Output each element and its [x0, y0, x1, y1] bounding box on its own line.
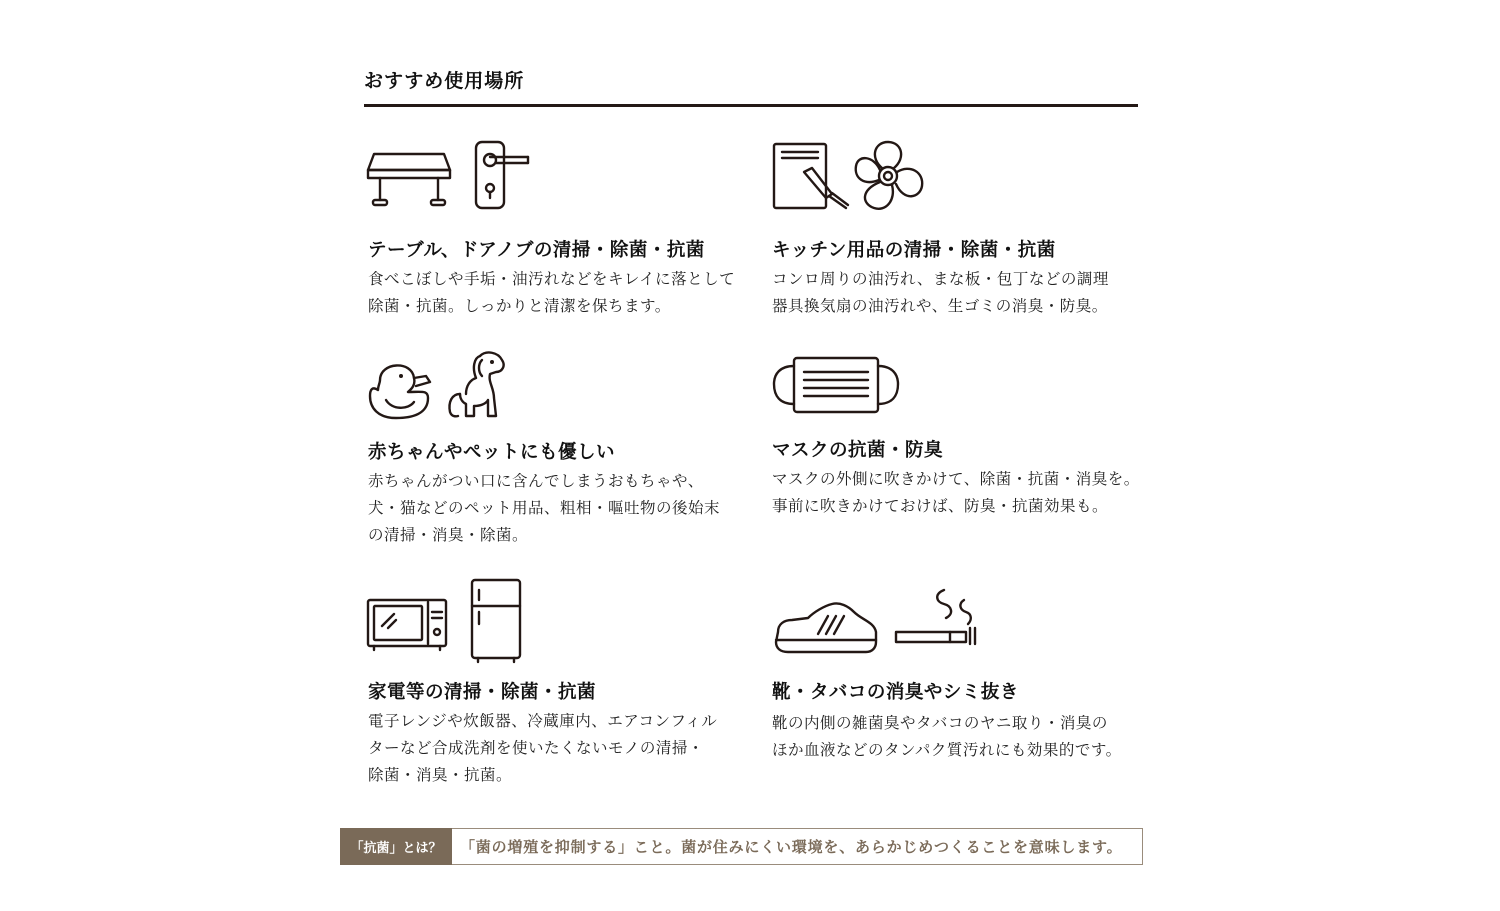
usage-card-table-door — [366, 138, 746, 328]
card-description: 靴の内側の雑菌臭やタバコのヤニ取り・消臭の ほか血液などのタンパク質汚れにも効果的です。 — [772, 714, 1122, 759]
card-description: マスクの外側に吹きかけて、除菌・抗菌・消臭を。 事前に吹きかけておけば、防臭・抗菌効果も。 — [772, 470, 1140, 515]
ventilation-fan-icon — [852, 140, 924, 212]
card-icons — [770, 138, 1150, 218]
usage-card-kitchen — [770, 138, 1150, 328]
cutting-board-knife-icon — [772, 142, 850, 212]
note-text: 「菌の増殖を抑制する」こと。菌が住みにくい環境を、あらかじめつくることを意味します。 — [452, 828, 1143, 865]
title-divider — [364, 104, 1138, 107]
refrigerator-icon — [470, 578, 524, 664]
usage-card-baby-pet — [366, 348, 746, 558]
card-title: マスクの抗菌・防臭 — [772, 440, 944, 461]
card-icons — [366, 138, 746, 218]
card-title: テーブル、ドアノブの清掃・除菌・抗菌 — [368, 240, 705, 261]
usage-card-appliances — [366, 578, 746, 793]
card-icons — [770, 578, 1150, 658]
rubber-duck-icon — [368, 356, 434, 420]
usage-card-shoes-tobacco — [770, 578, 1150, 768]
usage-card-mask — [770, 348, 1150, 528]
card-title: 赤ちゃんやペットにも優しい — [368, 442, 616, 463]
door-handle-icon — [474, 140, 532, 210]
card-title: キッチン用品の清掃・除菌・抗菌 — [772, 240, 1056, 261]
card-description: コンロ周りの油汚れ、まな板・包丁などの調理 器具換気扇の油汚れや、生ゴミの消臭・防臭。 — [772, 270, 1109, 315]
note-label: 「抗菌」とは？ — [340, 828, 452, 865]
sneaker-icon — [774, 602, 880, 654]
section-title: おすすめ使用場所 — [364, 70, 525, 92]
card-icons — [366, 348, 746, 428]
table-icon — [366, 150, 452, 208]
card-icons — [770, 348, 1150, 428]
card-icons — [366, 578, 746, 658]
antibacterial-definition-note — [340, 828, 1143, 865]
card-title: 家電等の清掃・除菌・抗菌 — [368, 682, 597, 703]
face-mask-icon — [772, 356, 900, 414]
card-description: 赤ちゃんがつい口に含んでしまうおもちゃや、 犬・猫などのペット用品、粗相・嘔吐物の後始末 の清掃・消臭・除菌。 — [368, 472, 721, 544]
cigarette-icon — [894, 588, 978, 648]
dog-icon — [444, 350, 506, 420]
card-description: 食べこぼしや手垢・油汚れなどをキレイに落として 除菌・抗菌。しっかりと清潔を保ちます。 — [368, 270, 736, 315]
microwave-icon — [366, 598, 448, 652]
card-description: 電子レンジや炊飯器、冷蔵庫内、エアコンフィル ターなど合成洗剤を使いたくないモノの清掃・ 除菌・消臭・抗菌。 — [368, 712, 718, 784]
card-title: 靴・タバコの消臭やシミ抜き — [772, 682, 1019, 703]
